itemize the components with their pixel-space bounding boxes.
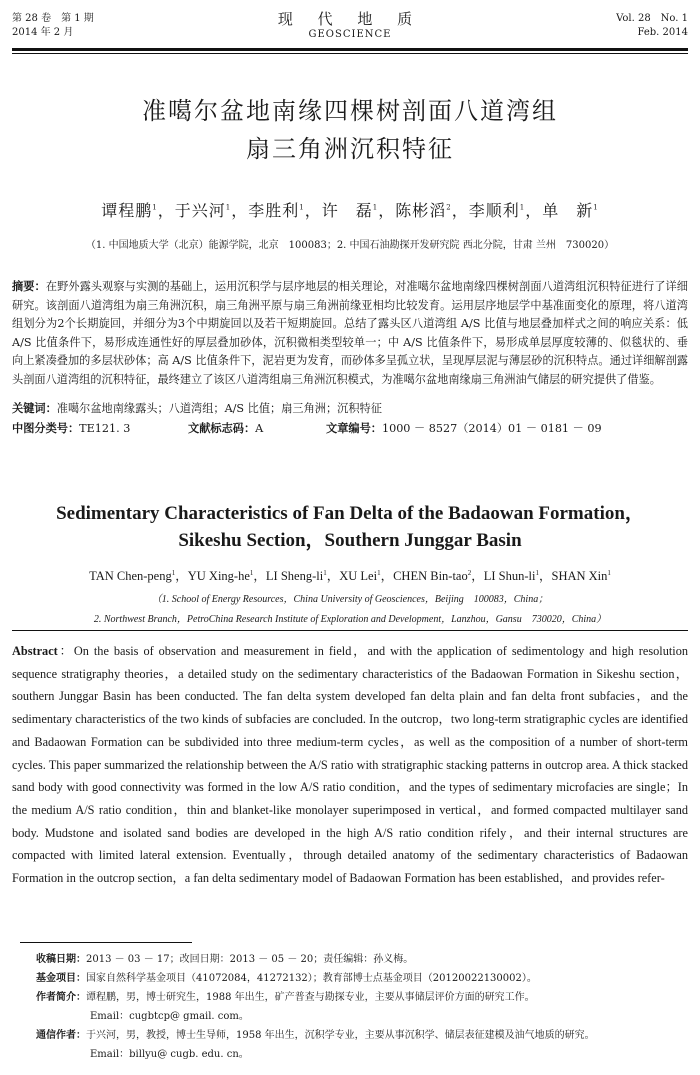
footnote-corresp-text: 于兴河，男，教授，博士生导师，1958 年出生，沉积学专业，主要从事沉积学、储层表征建模及油气地质的研究。 bbox=[86, 1030, 595, 1041]
en-author-name: SHAN Xin bbox=[551, 569, 608, 583]
header-rule-thin bbox=[12, 53, 688, 54]
en-abstract-label: Abstract bbox=[12, 644, 58, 658]
cn-author bbox=[469, 201, 525, 220]
cn-doccode-group bbox=[188, 420, 326, 436]
footnote-received bbox=[36, 950, 686, 969]
en-affiliation-2: 2. Northwest Branch，PetroChina Research Institute of Exploration and Development，Lanzhou，Gansu 730020，China） bbox=[93, 614, 607, 625]
cn-author-affil-mark: 1 bbox=[519, 203, 526, 212]
footnote-author bbox=[36, 988, 686, 1007]
footnote-author-email: Email：cugbtcp@ gmail. com。 bbox=[90, 1011, 249, 1022]
cn-author-affil-mark: 1 bbox=[152, 203, 158, 212]
en-author bbox=[188, 569, 254, 583]
footnote-corresp-label: 通信作者： bbox=[36, 1030, 86, 1041]
footnotes bbox=[36, 950, 686, 1064]
cn-abstract bbox=[12, 278, 688, 389]
en-title bbox=[0, 500, 700, 554]
section-rule bbox=[12, 630, 688, 631]
cn-author-affil-mark: 1 bbox=[593, 203, 599, 212]
cn-author bbox=[395, 201, 451, 220]
en-author bbox=[266, 569, 327, 583]
header-rule-thick bbox=[12, 48, 688, 51]
cn-doccode-value: A bbox=[255, 422, 264, 435]
cn-author-name: 李胜利 bbox=[248, 201, 300, 220]
cn-classification-line bbox=[12, 420, 688, 436]
cn-article-value: 1000 － 8527（2014）01 － 0181 － 09 bbox=[381, 422, 602, 435]
date-en: Feb. 2014 bbox=[637, 27, 688, 38]
volume-issue-en: Vol. 28 No. 1 bbox=[616, 13, 688, 24]
en-author-name: XU Lei bbox=[339, 569, 378, 583]
cn-author-affil-mark: 1 bbox=[225, 203, 232, 212]
en-author-list: TAN Chen-peng$^1$，YU Xing-$he^1$，LI Sheng-$li^1$，XU Lei$^1$，CHEN Bin-tao$^2$，LI Shun-$li^1$，SHAN Xin$^1$ bbox=[89, 568, 611, 583]
en-author-affil-mark: 1 bbox=[249, 568, 254, 577]
en-title-line1: Sedimentary Characteristics of Fan Delta of the Badaowan Formation， bbox=[56, 503, 644, 524]
footnote-rule bbox=[20, 942, 192, 943]
en-author-affil-mark: 1 bbox=[171, 568, 176, 577]
en-author-name: YU Xing-he bbox=[187, 569, 250, 583]
cn-class-value: TE121. 3 bbox=[79, 422, 131, 435]
cn-article-group bbox=[326, 420, 602, 436]
running-header bbox=[0, 8, 700, 48]
cn-author-name: 李顺利 bbox=[468, 201, 520, 220]
cn-author bbox=[322, 201, 378, 220]
en-author-name: TAN Chen-peng bbox=[89, 569, 172, 583]
en-author-affil-mark: 1 bbox=[535, 568, 539, 577]
en-author bbox=[339, 569, 380, 583]
footnote-fund-label: 基金项目： bbox=[36, 973, 86, 984]
footnote-received-label: 收稿日期： bbox=[36, 954, 86, 965]
journal-name bbox=[0, 10, 700, 42]
footnote-author-text: 谭程鹏，男，博士研究生，1988 年出生，矿产普查与勘探专业，主要从事储层评价方面的研究工作。 bbox=[86, 992, 535, 1003]
cn-author-name: 单 新 bbox=[542, 201, 594, 220]
journal-name-en: GEOSCIENCE bbox=[308, 29, 392, 40]
cn-abstract-label: 摘要： bbox=[12, 280, 46, 293]
en-abstract-text: ：On the basis of observation and measurement in field，and with the application of sedimentology and high resolution sequence stratigraphy theories，a detailed study on the sedimentary characteristics of the Badaowan Formation in Sikeshu section，southern Junggar Basin has been conducted. The fan delta system developed fan delta plain and fan delta front subfacies，and the sedimentary characteristics of the two kinds of subfacies are concluded. In the outcrop，two long-term stratigraphic cycles are identified and Badaowan Formation can be subdivided into three medium-term cycles，as well as the composition of a number of short-term cycles. This paper summarized the relationship between the A/S ratio with stratigraphic stacking patterns in outcrop area. A thick stacked sand body with good connectivity was formed in the low A/S ratio condition，and the types of sedimentary microfacies are single；In the medium A/S ratio condition，thin and blanket-like monolayer superimposed in vertical，and formed compacted multilayer sand body. Mudstone and isolated sand bodies are developed in the high A/S ratio condition rifely，and their internal structures are compacted with limited lateral extension. Eventually，through detailed anatomy of the sedimentary characteristics of Badaowan Formation in the outcrop section，a fan delta sedimentary model of Badaowan Formation has been established，and provides refer- bbox=[12, 644, 688, 886]
cn-author bbox=[101, 201, 157, 220]
cn-author-affil-mark: 1 bbox=[299, 203, 305, 212]
en-author bbox=[484, 569, 539, 583]
cn-keywords-label: 关键词： bbox=[12, 402, 57, 415]
cn-class-group bbox=[12, 420, 188, 436]
en-abstract bbox=[12, 640, 688, 890]
en-author-name: LI Shun-li bbox=[483, 569, 536, 583]
en-author-name: CHEN Bin-tao bbox=[393, 569, 468, 583]
footnote-received-text: 2013 － 03 － 17；改回日期：2013 － 05 － 20；责任编辑：孙义梅。 bbox=[86, 954, 414, 965]
header-right bbox=[616, 12, 688, 40]
cn-author bbox=[175, 201, 231, 220]
cn-doccode-label: 文献标志码： bbox=[188, 422, 256, 435]
cn-author-name: 谭程鹏 bbox=[101, 201, 153, 220]
en-author-affil-mark: 1 bbox=[377, 568, 381, 577]
footnote-fund-text: 国家自然科学基金项目（41072084，41272132）；教育部博士点基金项目（20120022130002）。 bbox=[86, 973, 537, 984]
cn-author-name: 陈彬滔 bbox=[395, 201, 447, 220]
cn-author-name: 许 磊 bbox=[321, 201, 373, 220]
cn-author bbox=[542, 201, 598, 220]
cn-title-line1: 准噶尔盆地南缘四棵树剖面八道湾组 bbox=[142, 97, 558, 125]
footnote-corresp-email: Email：billyu@ cugb. edu. cn。 bbox=[90, 1049, 249, 1060]
cn-author-affil-mark: 2 bbox=[446, 203, 452, 212]
date-cn: 2014 年 2 月 bbox=[12, 27, 74, 38]
cn-author-name: 于兴河 bbox=[174, 201, 226, 220]
cn-affiliation: （1. 中国地质大学（北京）能源学院，北京 100083；2. 中国石油勘探开发研究院 西北分院，甘肃 兰州 730020） bbox=[85, 240, 615, 251]
cn-author bbox=[248, 201, 304, 220]
cn-article-label: 文章编号： bbox=[326, 422, 382, 435]
en-author bbox=[552, 569, 611, 583]
cn-keywords-text: 准噶尔盆地南缘露头；八道湾组；A/S 比值；扇三角洲；沉积特征 bbox=[56, 402, 382, 415]
cn-class-label: 中图分类号： bbox=[12, 422, 80, 435]
en-author-affil-mark: 1 bbox=[607, 568, 611, 577]
journal-name-cn: 现 代 地 质 bbox=[277, 10, 423, 28]
footnote-corresponding bbox=[36, 1026, 686, 1045]
en-author-affil-mark: 1 bbox=[323, 568, 327, 577]
footnote-author-label: 作者简介： bbox=[36, 992, 86, 1003]
en-author-affil-mark: 2 bbox=[467, 568, 472, 577]
en-author bbox=[393, 569, 471, 583]
cn-author-list: 谭程鹏$^1$，于兴河$^1$，李胜利$^1$，许 磊$^1$，陈彬滔$^2$，李顺利$^1$，单 新$^1$ bbox=[101, 201, 599, 220]
cn-abstract-text: 在野外露头观察与实测的基础上，运用沉积学与层序地层的相关理论，对准噶尔盆地南缘四棵树剖面八道湾组沉积特征进行了详细研究。该剖面八道湾组为扇三角洲沉积，扇三角洲平原与扇三角洲前缘亚相均比较发育。运用层序地层学中基准面变化的原理，将八道湾组划分为2个长期旋回，并细分为3个中期旋回以及若干短期旋回。总结了露头区八道湾组 A/S 比值与地层叠加样式之间的响应关系：低 A/S 比值条件下，易形成连通性好的厚层叠加砂体，沉积微相类型较单一；中 A/S 比值条件下，易形成单层厚度较薄的、似毯状的、垂向上紧凑叠加的多层状砂体；高 A/S 比值条件下，泥岩更为发育，而砂体多呈孤立状，呈现厚层泥与薄层砂的沉积特点。通过详细解剖露头剖面八道湾组的沉积特征，最终建立了该区八道湾组扇三角洲沉积模式，为准噶尔盆地南缘扇三角洲油气储层的研究提供了借鉴。 bbox=[12, 280, 688, 386]
cn-keywords bbox=[12, 400, 688, 416]
cn-author-affil-mark: 1 bbox=[372, 203, 379, 212]
en-affiliation-1: （1. School of Energy Resources，China University of Geosciences，Beijing 100083，China； bbox=[151, 594, 549, 605]
cn-title bbox=[0, 92, 700, 168]
en-title-line2: Sikeshu Section，Southern Junggar Basin bbox=[178, 530, 522, 551]
en-author bbox=[89, 569, 175, 583]
en-author-name: LI Sheng-li bbox=[265, 569, 324, 583]
footnote-fund bbox=[36, 969, 686, 988]
volume-issue-cn: 第 28 卷 第 1 期 bbox=[12, 13, 94, 24]
cn-title-line2: 扇三角洲沉积特征 bbox=[246, 135, 454, 163]
